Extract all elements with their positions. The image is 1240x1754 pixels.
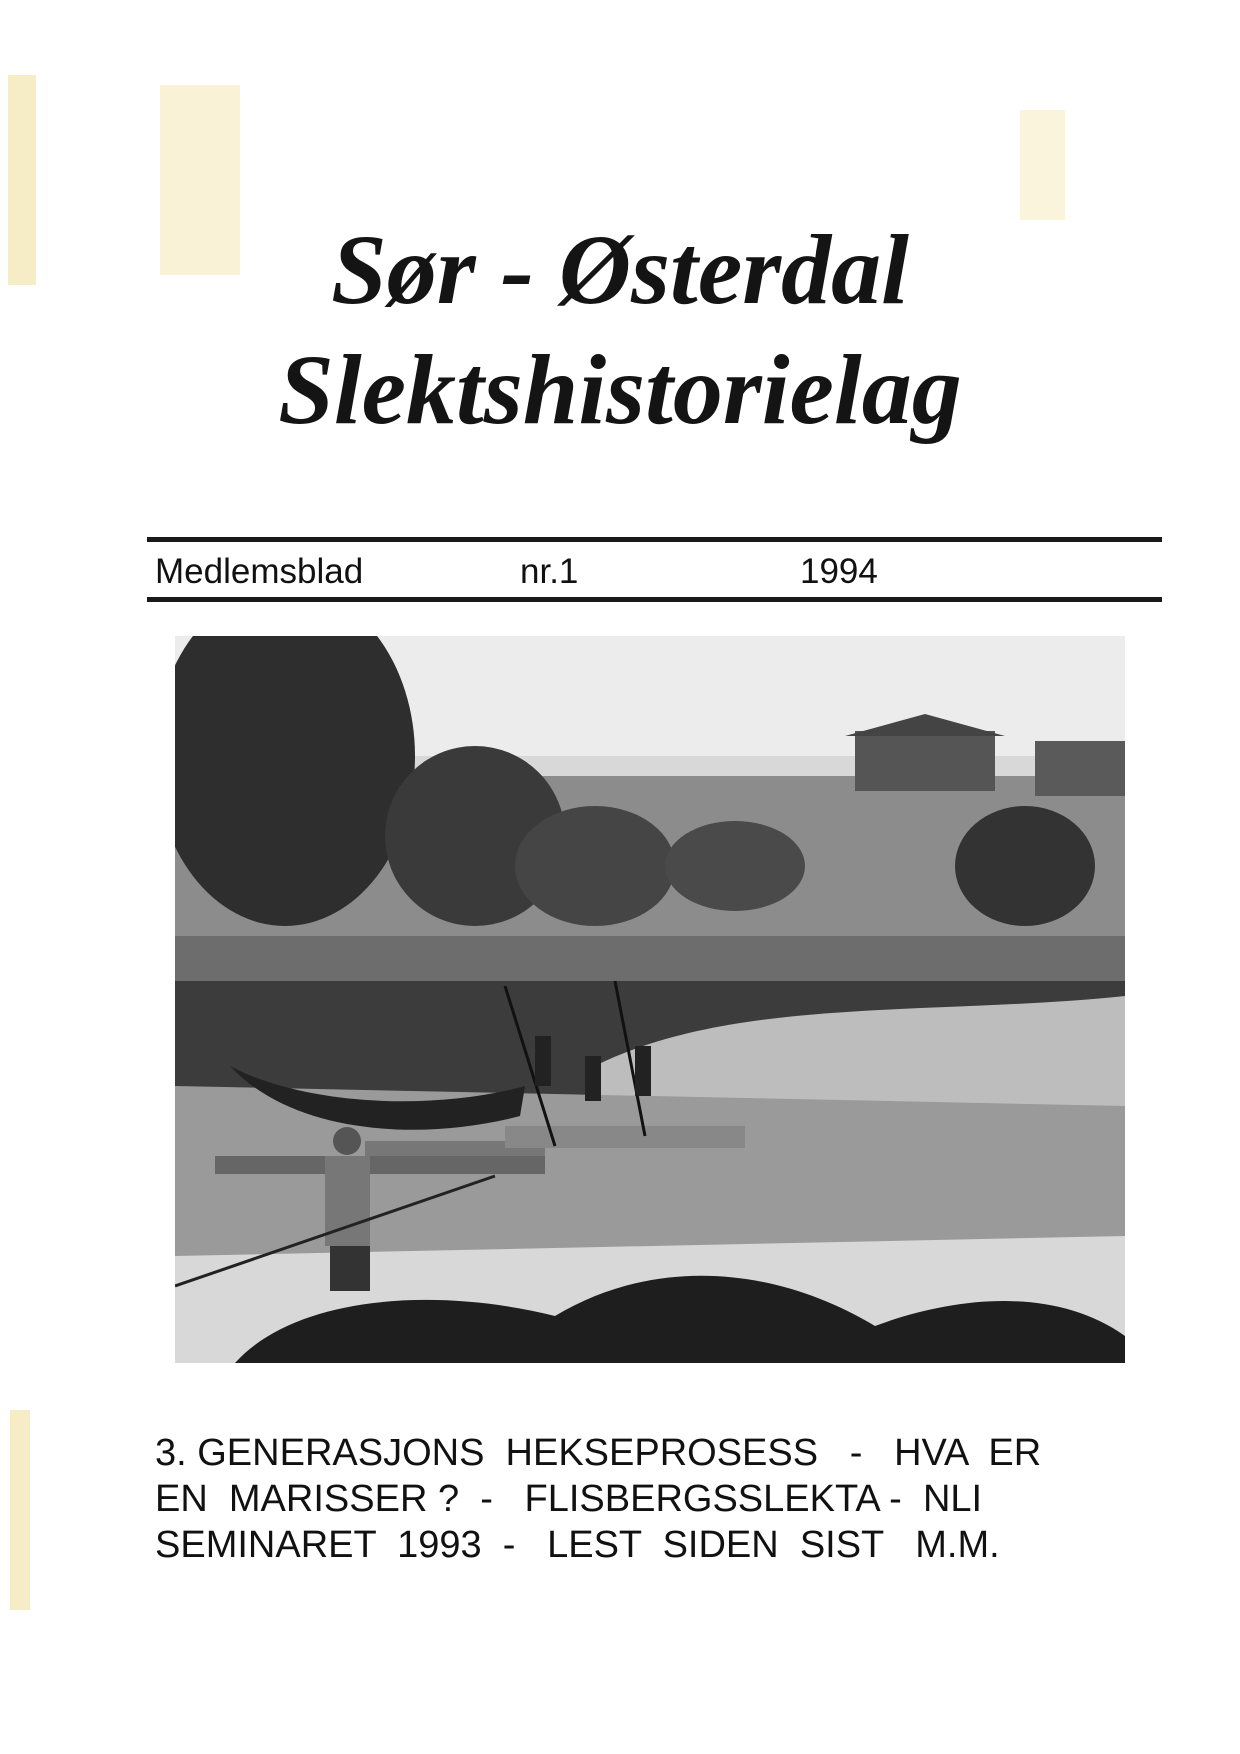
issue-label: Medlemsblad: [155, 552, 364, 591]
top-rule: [147, 537, 1162, 542]
contents-line-1: 3. GENERASJONS HEKSEPROSESS - HVA ER: [155, 1432, 1042, 1474]
bottom-rule: [147, 597, 1162, 602]
contents-teaser: [155, 1430, 1095, 1568]
contents-line-2: EN MARISSER ? - FLISBERGSSLEKTA - NLI: [155, 1478, 983, 1520]
masthead-title-line2: Slektshistorielag: [278, 334, 962, 445]
paper-stain-left-bottom: [10, 1410, 30, 1610]
issue-year: 1994: [800, 552, 878, 591]
masthead-title-line1: Sør - Østerdal: [331, 214, 909, 325]
cover-illustration: [175, 636, 1125, 1363]
paper-stain-right-top: [1020, 110, 1065, 220]
issue-number: nr.1: [520, 552, 579, 591]
engraving-image: [175, 636, 1125, 1363]
contents-line-3: SEMINARET 1993 - LEST SIDEN SIST M.M.: [155, 1524, 1000, 1566]
